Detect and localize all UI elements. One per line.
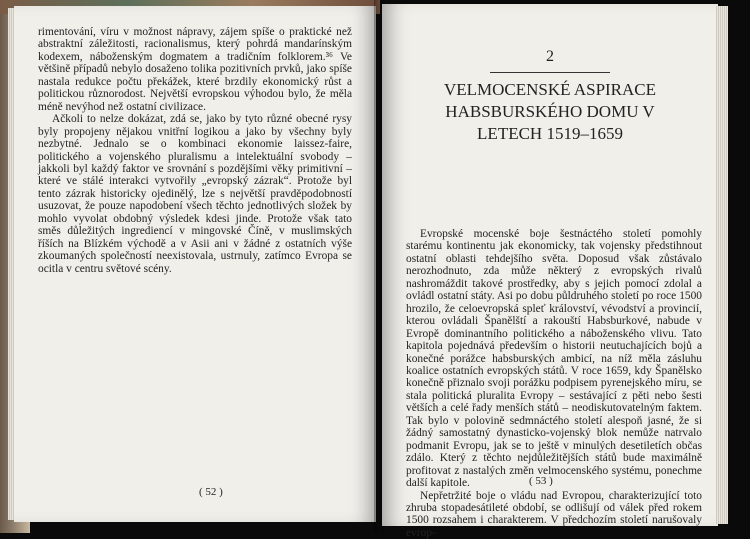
- page-edges-right: [716, 6, 728, 524]
- right-page: [382, 4, 718, 539]
- page-number: ( 52 ): [199, 486, 223, 498]
- page-number: ( 53 ): [529, 475, 553, 487]
- left-page: [14, 6, 376, 522]
- right-page-body: [406, 228, 702, 539]
- paragraph: Ačkoli to nelze dokázat, zdá se, jako by tyto různé obecné rysy byly propojeny nějakou vnitřní logikou a jako by všechny byly nezbytné. Jednalo se o kombinaci ekonomie laissez-faire, politického a vojenského pluralismu a intelektuální svobody – jakkoli byl každý faktor ve srovnání s pozdějšími věky primitivní – které ve stálé interakci vytvořily „evropský zázrak“. Protože byl tento zázrak historicky ojedinělý, lze s největší pravděpodobností usuzovat, že pouze napodobení všech těchto jednotlivých složek by mohlo vyvolat obdobný výsledek kdesi jinde. Protože však tato směs důležitých ingrediencí v mingovské Číně, v muslimských říších na Blízkém východě a v Asii ani v žádné z ostatních výše zkoumaných společností neexistovala, ustrnuly, zatímco Evropa se ocitla v centru světové scény.: [38, 113, 352, 275]
- paragraph: Nepřetržité boje o vládu nad Evropou, charakterizující toto zhruba stopadesátileté období, se odlišují od válek před rokem 1500 rozsahem i charakterem. V předchozím století narušovaly evrop-: [406, 489, 702, 539]
- paragraph: Evropské mocenské boje šestnáctého století pomohly starému kontinentu jak ekonomicky, tak vojensky předstihnout ostatní oblasti tehdejšího světa. Doposud však zůstávalo nerozhodnuto, zda může některý z evropských rivalů nashromáždit takové prostředky, aby s jejich pomocí zdolal a ovládl ostatní státy. Asi po dobu půldruhého století po roce 1500 hrozilo, že celoevropská spleť království, vévodství a provincií, kterou ovládali Španělští a rakouští Habsburkové, nabude v Evropě dominantního politického a náboženského vlivu. Tato kapitola pojednává především o historii neutuchajících bojů a konečné porážce habsburských ambicí, na níž měla zásluhu koalice ostatních evropských států. V roce 1659, kdy Španělsko konečně přiznalo svoji porážku podpisem pyrenejského míru, se stala politická pluralita Evropy – sestávající z pěti nebo šesti větších a celé řady menších států – neodiskutovatelným faktem. Tak bylo v polovině sedmnáctého století alespoň jasné, že si žádný samostatný dynasticko-vojenský blok nemůže natrvalo podmanit Evropu, jak se to ještě v minulých desetiletích občas zdálo. Který z těchto nejdůležitějších států bude maximálně profitovat z nastalých změn velmocenského systému, ponechme další kapitole.: [406, 228, 702, 490]
- chapter-title: VELMOCENSKÉ ASPIRACE HABSBURSKÉHO DOMU V LETECH 1519–1659: [443, 80, 657, 143]
- chapter-number: 2: [546, 48, 554, 65]
- chapter-rule: [490, 72, 610, 73]
- paragraph: rimentování, víru v možnost nápravy, zájem spíše o praktické než abstraktní záležitosti, racionalismus, který pohrdá mandarínským kodexem, náboženským dogmatem a tradičním folklorem.³⁶ Ve většině případů nebylo dosaženo tolika pozitivních prvků, jako spíše nastala redukce počtu překážek, které brzdily ekonomický růst a politickou různorodost. Největší evropskou výhodou bylo, že měla méně nevýhod než ostatní civilizace.: [38, 26, 352, 113]
- left-page-body: [38, 26, 352, 275]
